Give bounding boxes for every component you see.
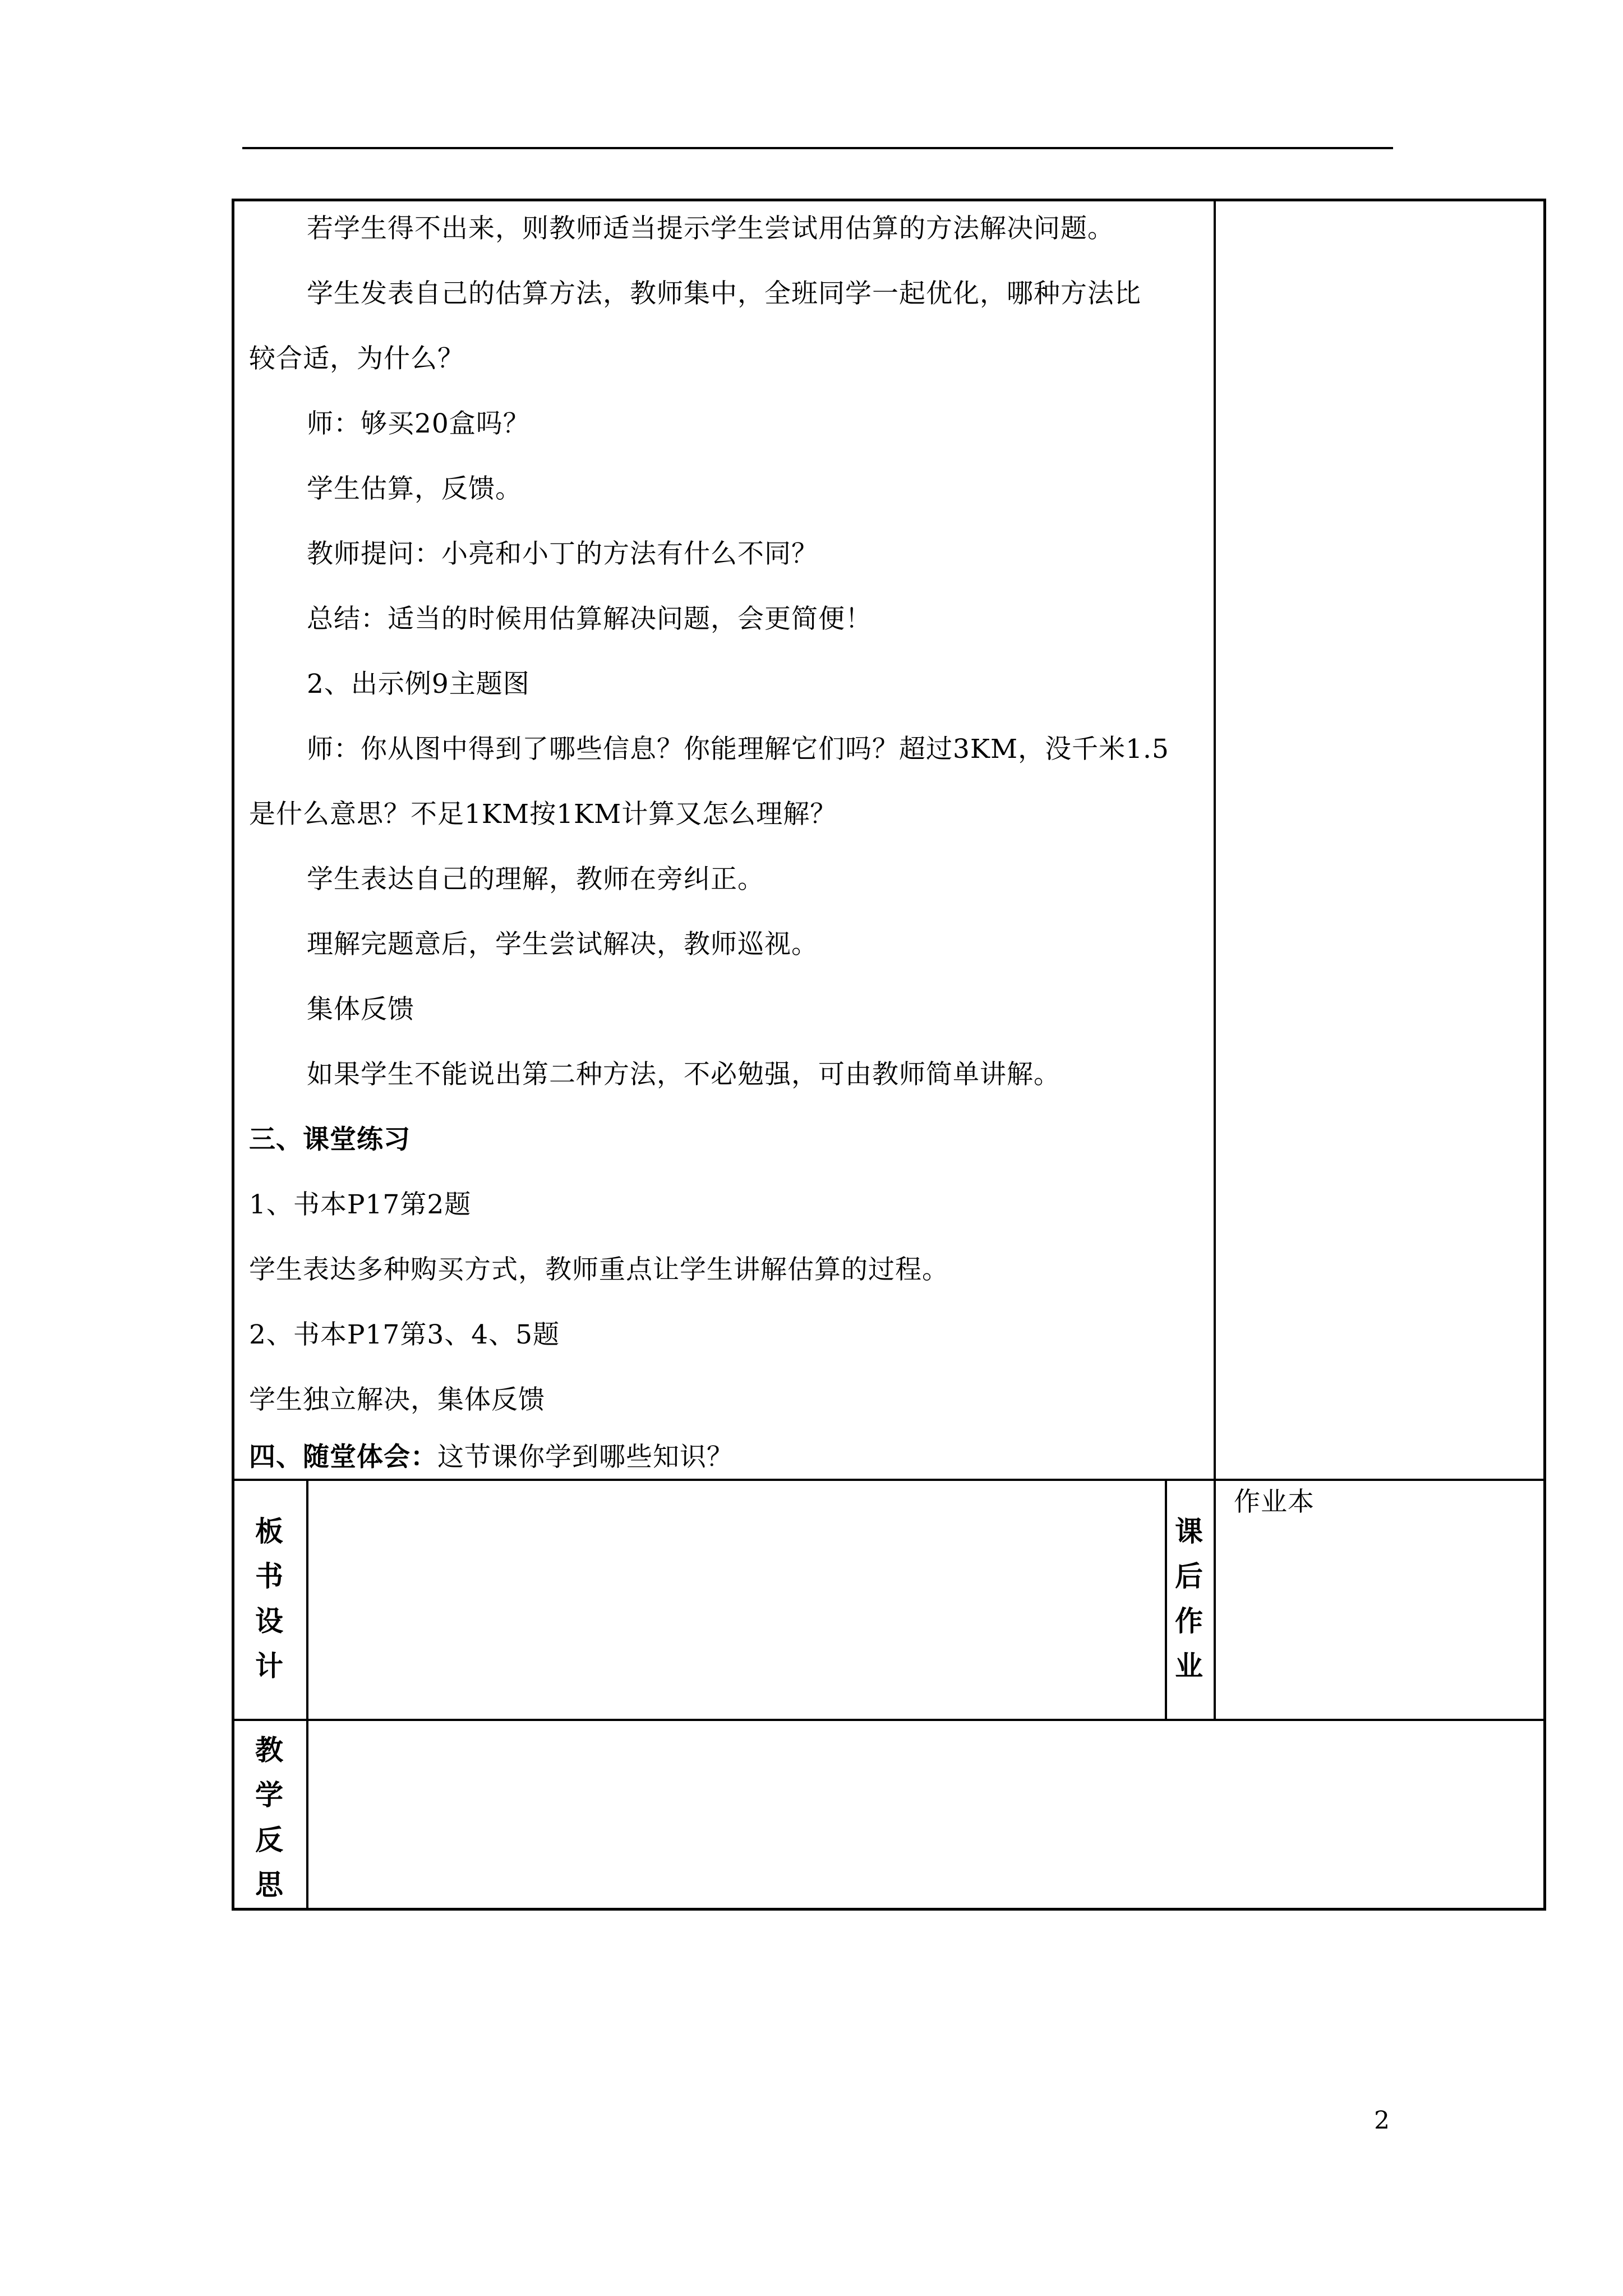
body-line: 学生独立解决，集体反馈 xyxy=(249,1384,545,1415)
lesson-plan-table xyxy=(232,199,1546,1911)
table-divider xyxy=(1165,1479,1167,1719)
table-divider xyxy=(232,1479,1546,1481)
table-divider xyxy=(306,1479,308,1911)
body-line: 如果学生不能说出第二种方法，不必勉强，可由教师简单讲解。 xyxy=(307,1059,1061,1090)
homework-content: 作业本 xyxy=(1234,1487,1315,1517)
body-line: 学生估算，反馈。 xyxy=(307,473,522,504)
body-line: 1、书本P17第2题 xyxy=(249,1189,472,1220)
body-line: 师：你从图中得到了哪些信息？你能理解它们吗？超过3KM，没千米1.5 xyxy=(307,734,1169,765)
body-line: 理解完题意后，学生尝试解决，教师巡视。 xyxy=(307,929,818,960)
body-line: 集体反馈 xyxy=(307,994,414,1025)
section-4-text: 这节课你学到哪些知识？ xyxy=(437,1442,734,1473)
body-line: 学生表达多种购买方式，教师重点让学生讲解估算的过程。 xyxy=(249,1254,949,1285)
homework-label: 课 后 作 业 xyxy=(1175,1515,1203,1682)
body-line: 是什么意思？不足1KM按1KM计算又怎么理解？ xyxy=(249,799,837,830)
reflection-label: 教 学 反 思 xyxy=(255,1733,283,1901)
header-rule xyxy=(242,147,1393,149)
section-4-line xyxy=(249,1441,734,1474)
body-line: 2、出示例9主题图 xyxy=(307,669,530,700)
section-heading: 三、课堂练习 xyxy=(249,1124,411,1155)
table-divider xyxy=(232,1719,1546,1721)
body-line: 学生发表自己的估算方法，教师集中，全班同学一起优化，哪种方法比 xyxy=(307,278,1141,309)
body-line: 2、书本P17第3、4、5题 xyxy=(249,1319,560,1350)
page-number: 2 xyxy=(1374,2106,1390,2135)
board-design-label: 板 书 设 计 xyxy=(255,1515,283,1682)
body-line: 教师提问：小亮和小丁的方法有什么不同？ xyxy=(307,539,818,569)
section-heading: 四、随堂体会： xyxy=(249,1442,437,1473)
body-line: 较合适，为什么？ xyxy=(249,343,464,374)
body-line: 若学生得不出来，则教师适当提示学生尝试用估算的方法解决问题。 xyxy=(307,213,1114,244)
body-line: 师：够买20盒吗？ xyxy=(307,408,530,439)
body-line: 学生表达自己的理解，教师在旁纠正。 xyxy=(307,864,764,895)
table-divider xyxy=(1214,199,1216,1720)
body-line: 总结：适当的时候用估算解决问题，会更简便！ xyxy=(307,604,872,634)
